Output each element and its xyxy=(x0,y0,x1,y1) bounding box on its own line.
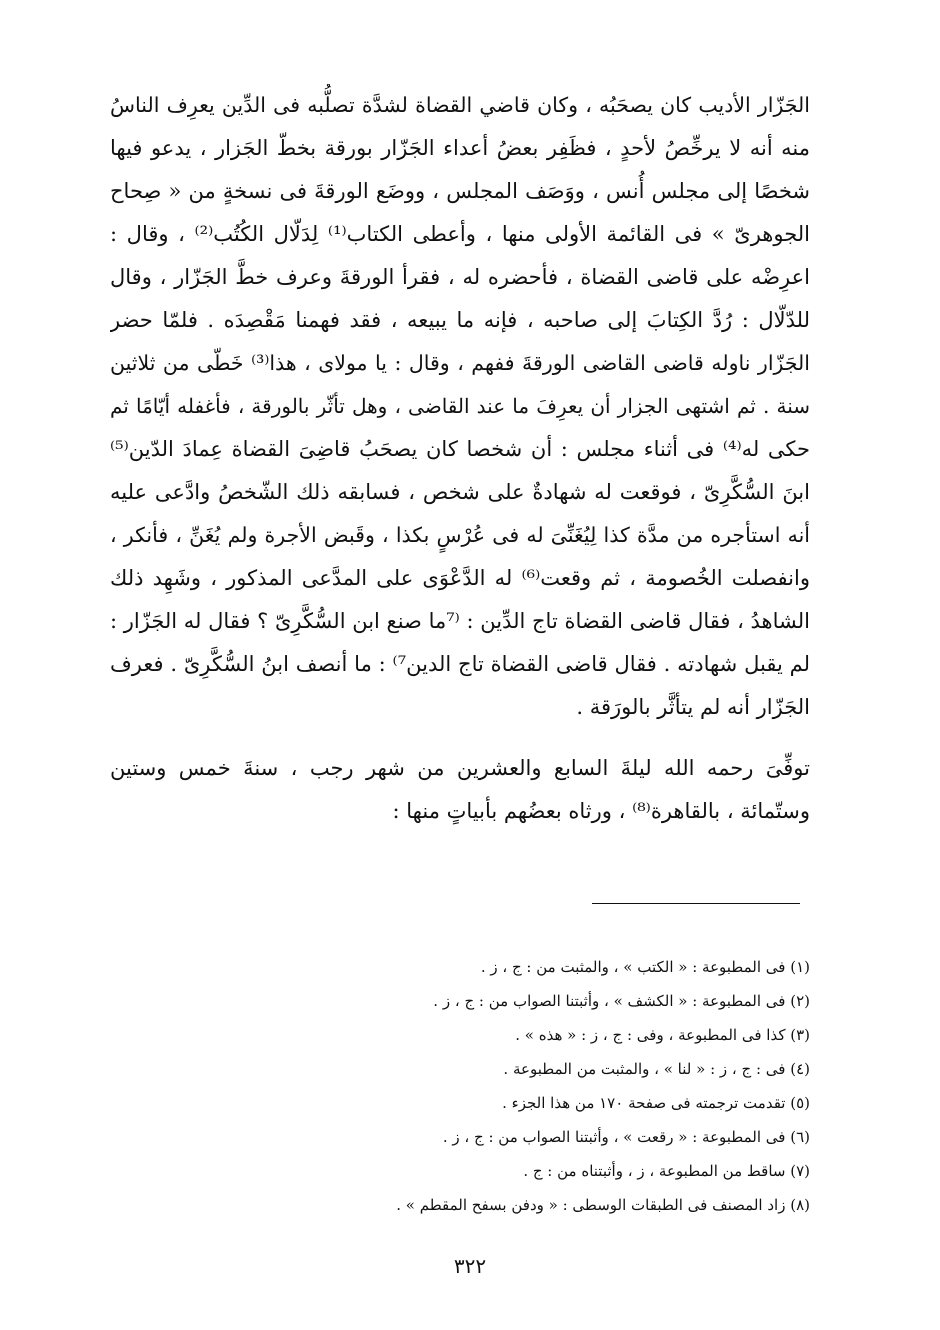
footnote: (٢) فى المطبوعة : « الكشف » ، وأثبتنا الصواب من : ج ، ز . xyxy=(433,992,810,1010)
text-line: وانفصلت الخُصومة ، ثم وقعت⁽⁶⁾ له الدَّعْوَى على المدَّعى المذكور ، وشَهِد ذلك xyxy=(110,566,810,590)
text-line: توفِّىَ رحمه الله ليلةَ السابع والعشرين من شهر رجب ، سنةَ خمس وستين xyxy=(110,756,810,780)
text-line: الجوهرىّ » فى القائمة الأولى منها ، وأعطى الكتاب⁽¹⁾ لِدَلّال الكُتُب⁽²⁾ ، وقال : xyxy=(110,222,810,246)
footnote: (١) فى المطبوعة : « الكتب » ، والمثبت من : ج ، ز . xyxy=(480,958,810,976)
text-line: الجَزّار أنه لم يتأثَّر بالورَقة . xyxy=(576,695,810,719)
footnote: (٨) زاد المصنف فى الطبقات الوسطى : « ودفن بسفح المقطم » . xyxy=(396,1196,810,1214)
main-text xyxy=(110,84,810,833)
text-line: شخصًا إلى مجلس أُنس ، ووَصَف المجلس ، ووضَع الورقةَ فى نسخةٍ من « صِحاح xyxy=(110,179,810,203)
text-line: وستّمائة ، بالقاهرة⁽⁸⁾ ، ورثاه بعضُهم بأبياتٍ منها : xyxy=(392,799,810,823)
footnote: (٦) فى المطبوعة : « رقعت » ، وأثبتنا الصواب من : ج ، ز . xyxy=(442,1128,810,1146)
paragraph-gap xyxy=(110,729,810,747)
paragraph-2 xyxy=(110,747,810,833)
footnote: (٣) كذا فى المطبوعة ، وفى : ج ، ز : « هذه » . xyxy=(515,1026,810,1044)
footnote: (٤) فى : ج ، ز : « لنا » ، والمثبت من المطبوعة . xyxy=(503,1060,810,1078)
text-line: ابنَ السُّكَّرِىّ ، فوقعت له شهادةٌ على شخص ، فسابقه ذلك الشّخصُ وادَّعى عليه xyxy=(110,480,810,504)
text-line: اعرِضْه على قاضى القضاة ، فأحضره له ، فقرأ الورقةَ وعرف خطَّ الجَزّار ، وقال xyxy=(110,265,810,289)
text-line: حكى له⁽⁴⁾ فى أثناء مجلس : أن شخصا كان يصحَبُ قاضِىَ القضاة عِمادَ الدّين⁽⁵⁾ xyxy=(110,437,810,461)
text-line: منه أنه لا يرخِّصُ لأحدٍ ، فظَفِر بعضُ أعداء الجَزّار بورقة بخطّ الجَزار ، يدعو فيها xyxy=(110,136,810,160)
text-line: الجَزّار ناوله قاضى القاضى الورقةَ ففهم ، وقال : يا مولاى ، هذا⁽³⁾ خَطّى من ثلاثين xyxy=(110,351,810,375)
footnotes xyxy=(330,950,810,1222)
text-line: الشاهدُ ، فقال قاضى القضاة تاج الدِّين : ⁽⁷ما صنع ابن السُّكَّرِىّ ؟ فقال له الجَزّار : xyxy=(110,609,810,633)
paragraph-1 xyxy=(110,84,810,729)
text-line: لم يقبل شهادته . فقال قاضى القضاة تاج الدين⁷⁾ : ما أنصف ابنُ السُّكَّرِىّ . فعرف xyxy=(110,652,810,676)
text-line: الجَزّار الأديب كان يصحَبُه ، وكان قاضي القضاة لشدَّة تصلُّبه فى الدِّين يعرِف الناسُ xyxy=(110,93,810,117)
text-line: سنة . ثم اشتهى الجزار أن يعرِفَ ما عند القاضى ، وهل تأثّر بالورقة ، فأغفله أيّامًا ثم xyxy=(110,394,810,418)
footnote: (٧) ساقط من المطبوعة ، ز ، وأثبتناه من : ج . xyxy=(523,1162,810,1180)
footnote: (٥) تقدمت ترجمته فى صفحة ١٧٠ من هذا الجزء . xyxy=(502,1094,810,1112)
page-number: ٣٢٢ xyxy=(453,1254,487,1278)
footnote-separator xyxy=(592,903,800,904)
text-line: أنه استأجره من مدَّة كذا لِيُغَنِّىَ له فى عُرْسٍ بكذا ، وقَبض الأجرة ولم يُغَنِّ ، فأنكر ، xyxy=(110,523,810,547)
text-line: للدّلّال : رُدَّ الكِتابَ إلى صاحبه ، فإنه ما يبيعه ، فقد فهمنا مَقْصِدَه . فلمّا حضر xyxy=(110,308,810,332)
